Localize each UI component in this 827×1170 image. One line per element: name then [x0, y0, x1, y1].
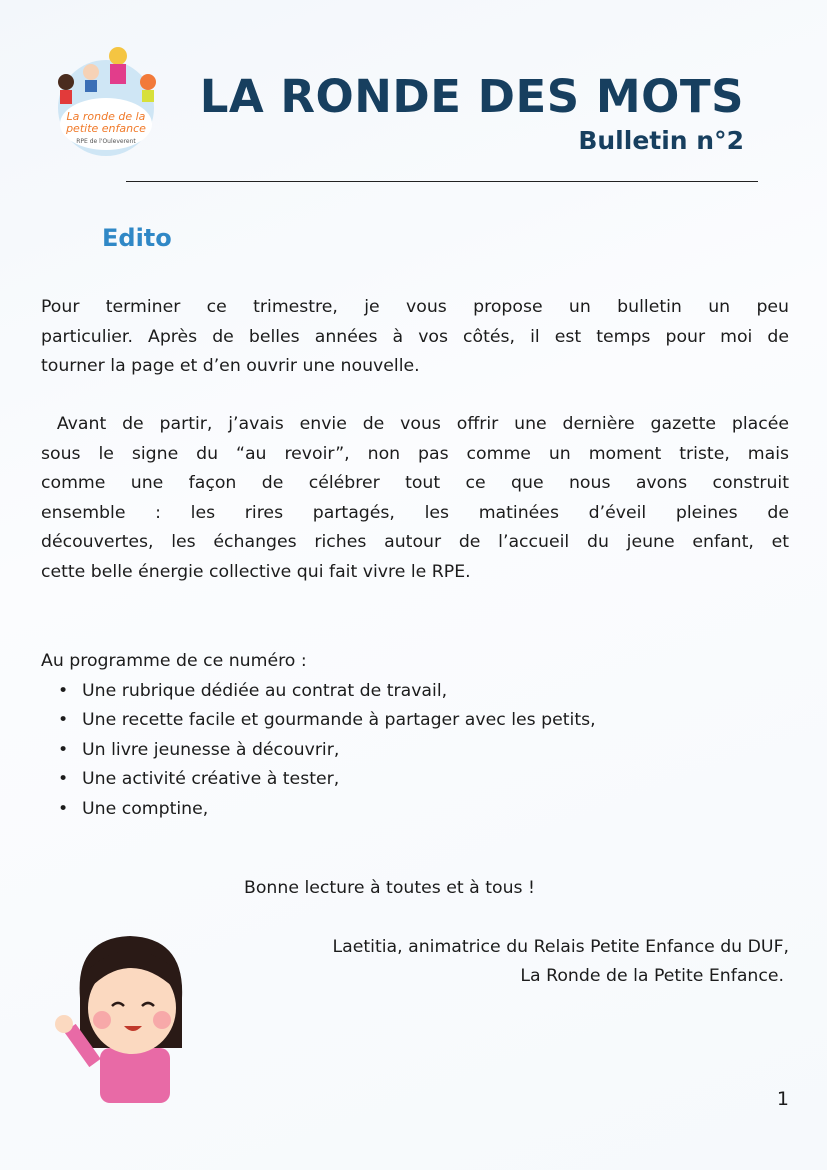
signature-line-2: La Ronde de la Petite Enfance.: [520, 966, 784, 986]
list-item: [41, 706, 596, 736]
svg-text:petite enfance: petite enfance: [66, 122, 146, 135]
program-intro: Au programme de ce numéro :: [41, 651, 307, 671]
text-line: ensemble : les rires partagés, les matinées d’éveil pleines de: [41, 502, 789, 523]
signature-line-1: Laetitia, animatrice du Relais Petite Enfance du DUF,: [332, 937, 789, 957]
list-item: [41, 765, 596, 795]
text-line: Pour terminer ce trimestre, je vous propose un bulletin un peu: [41, 297, 789, 317]
closing-text: Bonne lecture à toutes et à tous !: [244, 878, 535, 898]
bullet-icon: •: [58, 798, 69, 819]
text-line: Avant de partir, j’avais envie de vous offrir une dernière gazette placée: [41, 414, 789, 434]
list-item-text: Une comptine,: [82, 798, 209, 819]
waving-girl-illustration: [50, 928, 200, 1103]
bullet-icon: •: [58, 710, 69, 730]
svg-text:La ronde de la: La ronde de la: [66, 110, 146, 123]
paragraph-2: [41, 410, 789, 587]
text-line: particulier. Après de belles années à vos côtés, il est temps pour moi de: [41, 326, 789, 347]
text-line: découvertes, les échanges riches autour de l’accueil du jeune enfant, et: [41, 532, 789, 552]
paragraph-1: [41, 293, 789, 382]
list-item-text: Une recette facile et gourmande à partager avec les petits,: [82, 710, 596, 730]
page-title: LA RONDE DES MOTS: [199, 70, 744, 123]
page-number: 1: [776, 1088, 789, 1110]
bulletin-number: Bulletin n°2: [578, 126, 744, 155]
divider: [126, 181, 758, 182]
bullet-icon: •: [58, 769, 69, 789]
program-section: [41, 647, 596, 824]
bullet-icon: •: [58, 680, 69, 701]
list-item-text: Une activité créative à tester,: [82, 769, 340, 789]
section-heading: Edito: [102, 224, 172, 252]
svg-text:RPE de l'Ouleverent: RPE de l'Ouleverent: [76, 138, 136, 145]
list-item-text: Un livre jeunesse à découvrir,: [82, 739, 340, 760]
text-line: tourner la page et d’en ouvrir une nouvelle.: [41, 356, 420, 376]
bullet-icon: •: [58, 739, 69, 760]
list-item: [41, 736, 596, 766]
list-item-text: Une rubrique dédiée au contrat de travail,: [82, 680, 448, 701]
text-line: cette belle énergie collective qui fait vivre le RPE.: [41, 561, 471, 582]
rpe-logo: [46, 42, 166, 160]
list-item: [41, 795, 596, 825]
text-line: sous le signe du “au revoir”, non pas comme un moment triste, mais: [41, 443, 789, 464]
text-line: comme une façon de célébrer tout ce que nous avons construit: [41, 473, 789, 493]
list-item: [41, 677, 596, 707]
program-list: [41, 677, 596, 825]
